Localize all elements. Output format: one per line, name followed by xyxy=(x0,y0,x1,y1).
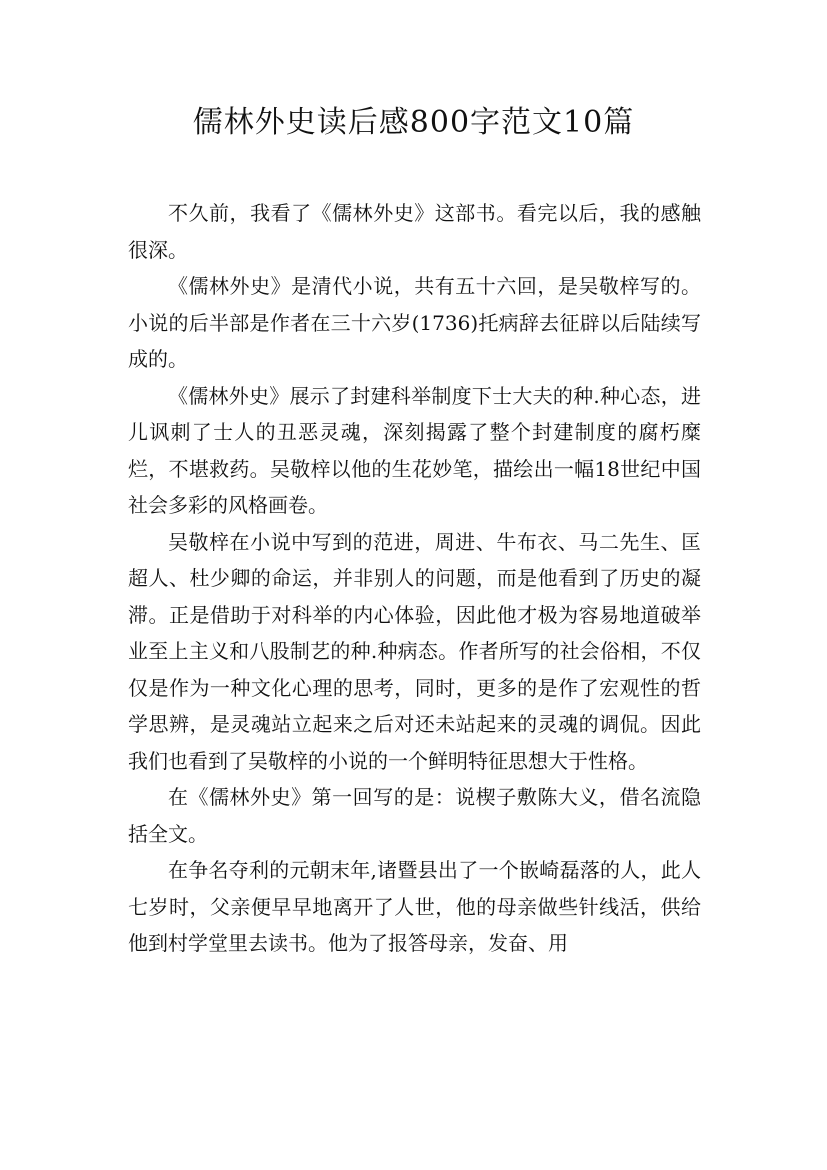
paragraph-1: 不久前，我看了《儒林外史》这部书。看完以后，我的感触很深。 xyxy=(128,201,701,262)
paragraph-5: 在《儒林外史》第一回写的是：说楔子敷陈大义，借名流隐括全文。 xyxy=(128,785,701,846)
paragraph-3: 《儒林外史》展示了封建科举制度下士大夫的种.种心态，进儿讽刺了士人的丑恶灵魂，深刻揭露了整个封建制度的腐朽糜烂，不堪救药。吴敬梓以他的生花妙笔，描绘出一幅18世纪中国社会多彩的风格画卷。 xyxy=(128,383,701,517)
document-title: 儒林外史读后感800字范文10篇 xyxy=(192,105,635,140)
paragraph-4: 吴敬梓在小说中写到的范进，周进、牛布衣、马二先生、匡超人、杜少卿的命运，并非别人的问题，而是他看到了历史的凝滞。正是借助于对科举的内心体验，因此他才极为容易地道破举业至上主义和八股制艺的种.种病态。作者所写的社会俗相，不仅仅是作为一种文化心理的思考，同时，更多的是作了宏观性的哲学思辨，是灵魂站立起来之后对还未站起来的灵魂的调侃。因此我们也看到了吴敬梓的小说的一个鲜明特征思想大于性格。 xyxy=(128,529,701,773)
document-body xyxy=(128,195,701,962)
paragraph-6: 在争名夺利的元朝末年,诸暨县出了一个嵌崎磊落的人，此人七岁时，父亲便早早地离开了人世，他的母亲做些针线活，供给他到村学堂里去读书。他为了报答母亲，发奋、用 xyxy=(128,858,701,955)
paragraph-2: 《儒林外史》是清代小说，共有五十六回，是吴敬梓写的。小说的后半部是作者在三十六岁(1736)托病辞去征辟以后陆续写成的。 xyxy=(128,274,701,371)
